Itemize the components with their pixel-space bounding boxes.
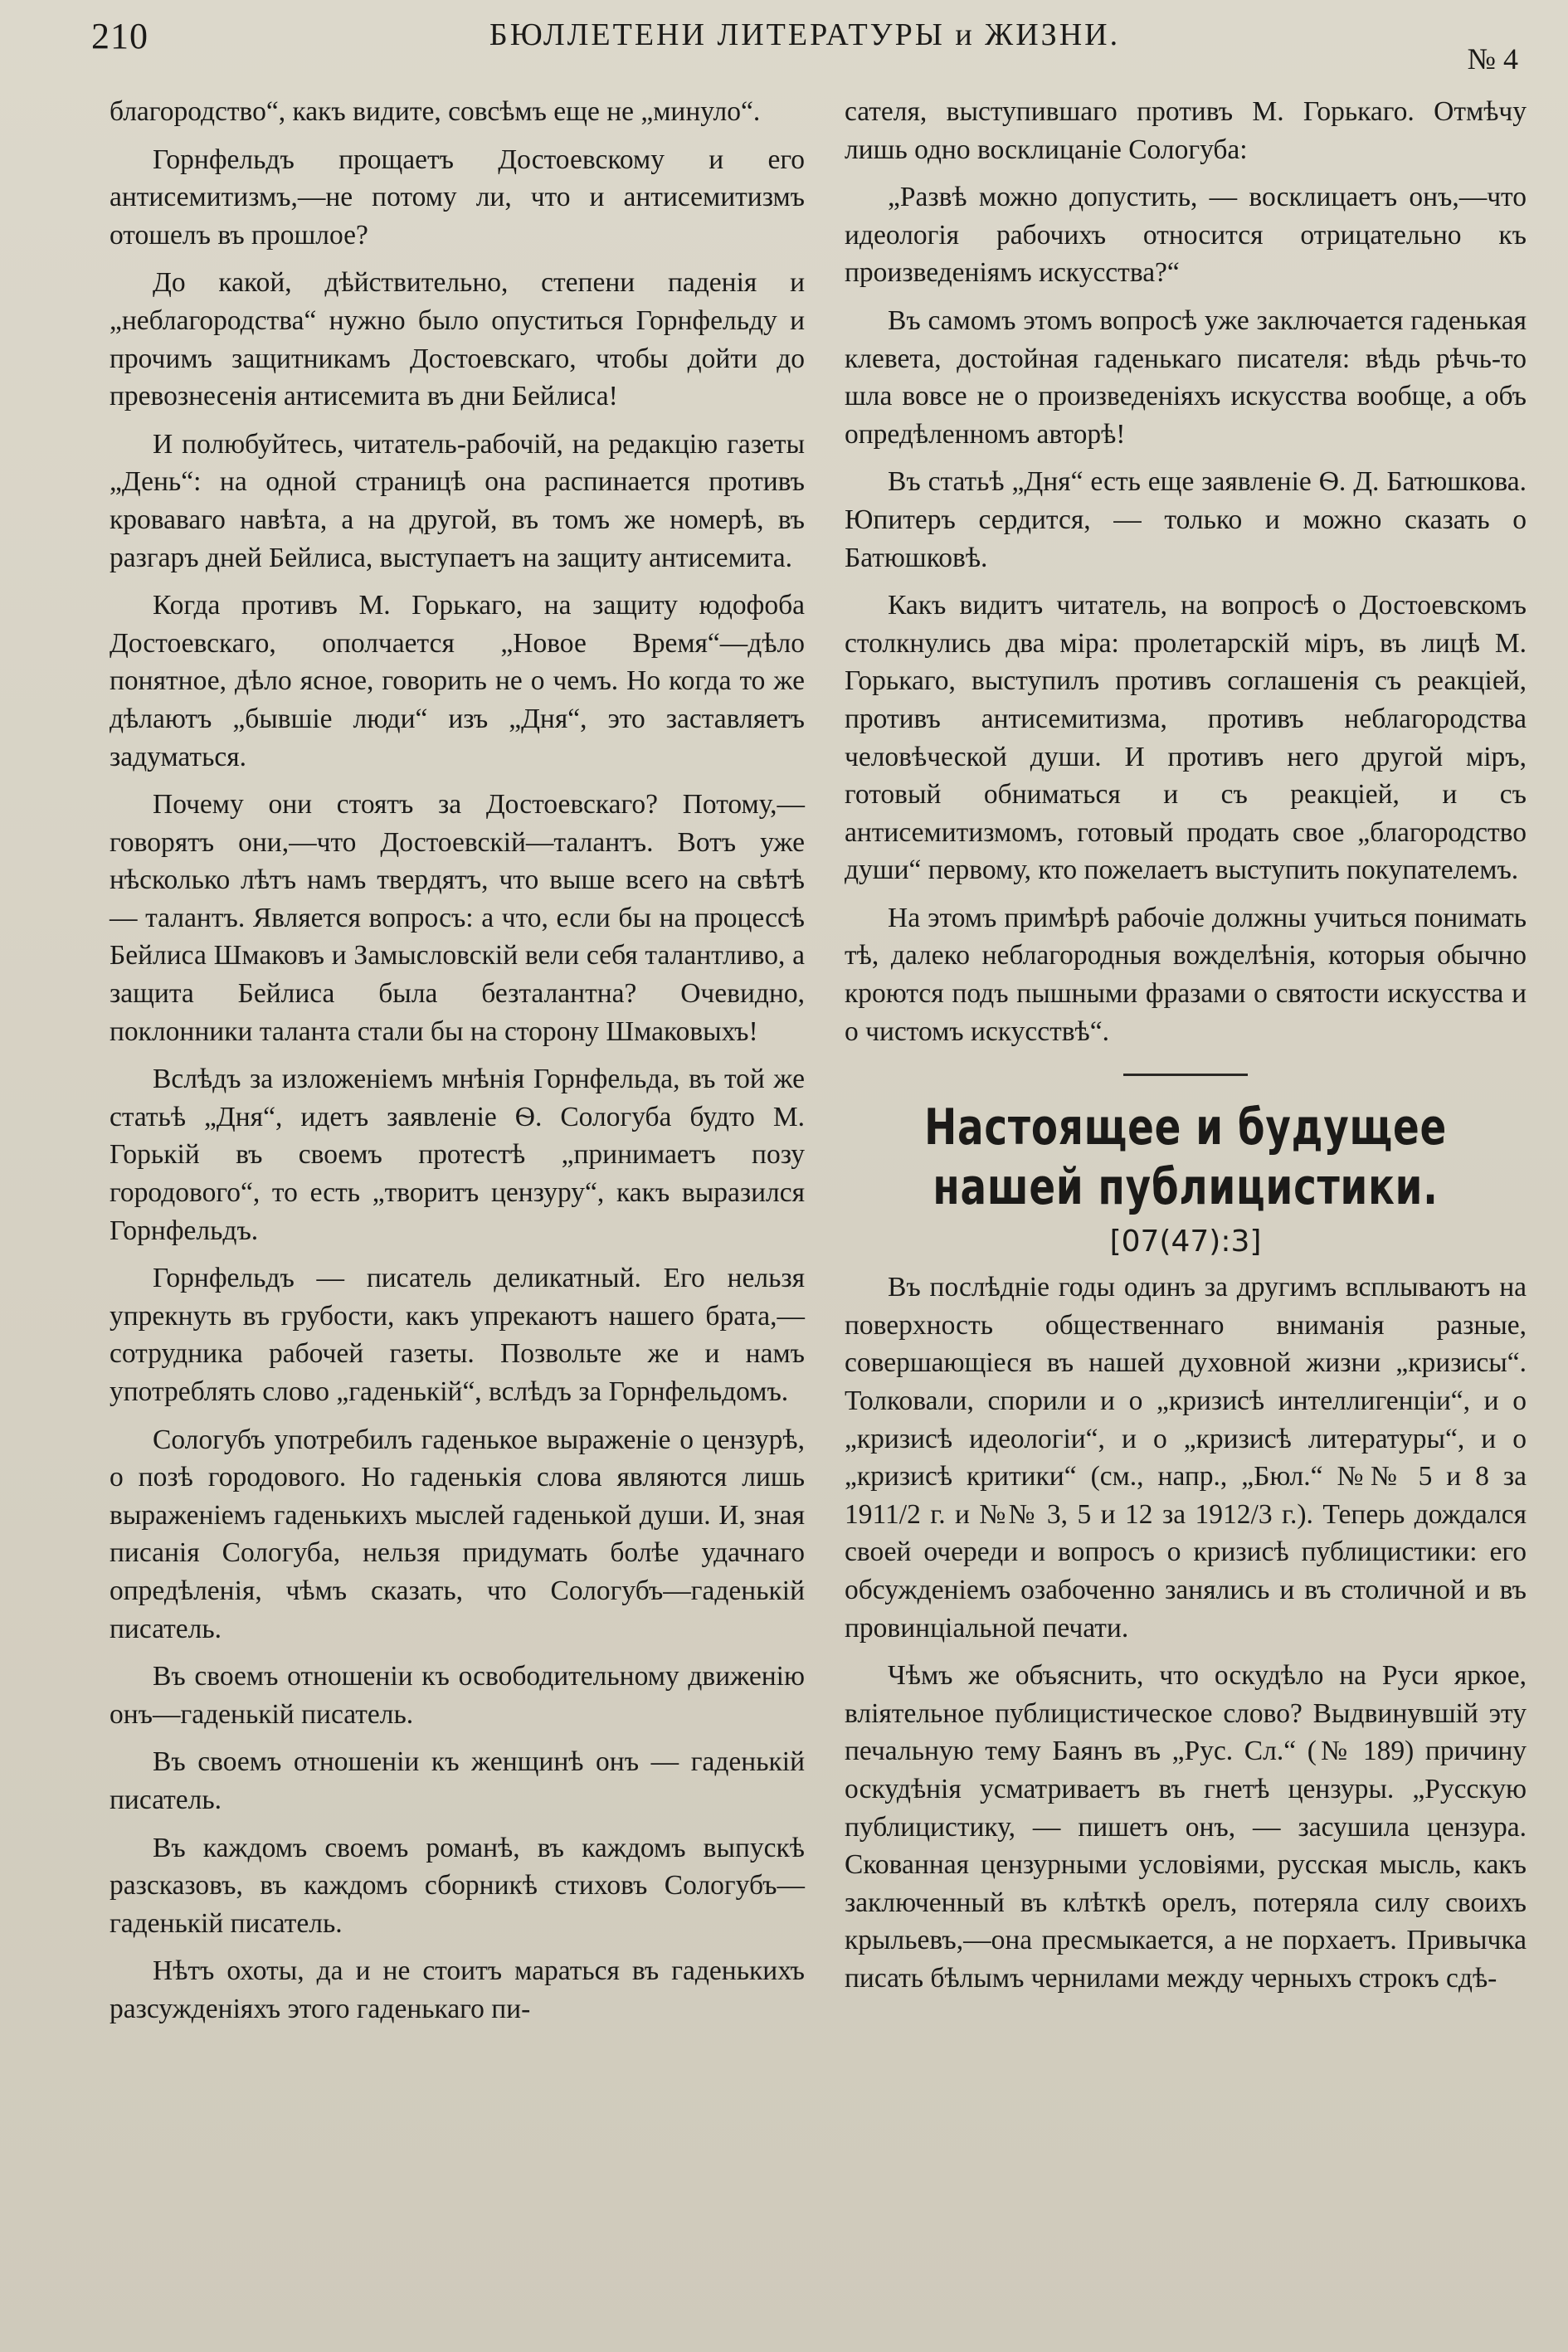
paragraph: Въ своемъ отношеніи къ освободительному движенію онъ—гаденькій писатель. [110, 1661, 805, 1730]
classification-code: [07(47):3] [1109, 1225, 1262, 1259]
page-header [91, 7, 1518, 75]
article-title: Настоящее и будущее нашей публицистики. [924, 1098, 1447, 1217]
section-divider [1123, 1074, 1248, 1076]
paragraph: Вслѣдъ за изложеніемъ мнѣнія Горнфельда, въ той же статьѣ „Дня“, идетъ заявленіе Ѳ. Сологуба будто М. Горькій въ своемъ протестѣ „принимаетъ позу городового“, то есть „творитъ цензуру“, какъ выразился Горнфельдъ. [110, 1064, 805, 1246]
paragraph: „Развѣ можно допустить, — восклицаетъ онъ,—что идеологія рабочихъ относится отрицательно къ произведеніямъ искусства?“ [845, 182, 1527, 289]
paragraph: Нѣтъ охоты, да и не стоитъ мараться въ гаденькихъ разсужденіяхъ этого гаденькаго пи- [110, 1955, 805, 2024]
journal-title: БЮЛЛЕТЕНИ ЛИТЕРАТУРЫ и ЖИЗНИ. [489, 17, 1121, 52]
right-column [845, 93, 1527, 2008]
paragraph: Въ своемъ отношеніи къ женщинѣ онъ — гаденькій писатель. [110, 1746, 805, 1815]
paragraph: На этомъ примѣрѣ рабочіе должны учиться понимать тѣ, далеко неблагородныя вожделѣнія, которыя обычно кроются подъ пышными фразами о святости искусства и о чистомъ искусствѣ“. [845, 902, 1527, 1047]
paragraph: Въ послѣдніе годы одинъ за другимъ всплываютъ на поверхность общественнаго вниманія разные, совершающіеся въ нашей духовной жизни „кризисы“. Толковали, спорили и о „кризисѣ интеллигенціи“, и о „кризисѣ идеологіи“, и о „кризисѣ литературы“, и о „кризисѣ критики“ (см., напр., „Бюл.“ №№ 5 и 8 за 1911/2 г. и №№ 3, 5 и 12 за 1912/3 г.). Теперь дождался своей очереди и вопросъ о кризисѣ публицистики: его обсужденіемъ озабоченно занялись и въ столичной и въ провинціальной печати. [845, 1272, 1527, 1643]
paragraph: Горнфельдъ — писатель деликатный. Его нельзя упрекнуть въ грубости, какъ упрекаютъ нашего брата,—сотрудника рабочей газеты. Позвольте же и намъ употреблять слово „гаденькій“, вслѣдъ за Горнфельдомъ. [110, 1263, 805, 1407]
left-column [110, 93, 805, 2038]
paragraph: Въ каждомъ своемъ романѣ, въ каждомъ выпускѣ разсказовъ, въ каждомъ сборникѣ стиховъ Сологубъ—гаденькій писатель. [110, 1832, 805, 1939]
paragraph: Когда противъ М. Горькаго, на защиту юдофоба Достоевскаго, ополчается „Новое Время“—дѣло понятное, дѣло ясное, говорить не о чемъ. Но когда то же дѣлаютъ „бывшіе люди“ изъ „Дня“, это заставляетъ задуматься. [110, 590, 805, 772]
paragraph: Чѣмъ же объяснить, что оскудѣло на Руси яркое, вліятельное публицистическое слово? Выдвинувшій эту печальную тему Баянъ въ „Рус. Сл.“ (№ 189) причину оскудѣнія усматриваетъ въ гнетѣ цензуры. „Русскую публицистику, — пишетъ онъ, — засушила цензура. Скованная цензурными условіями, русская мысль, какъ заключенный въ клѣткѣ орелъ, потеряла силу своихъ крыльевъ,—она пресмыкается, а не порхаетъ. Привычка писать бѣлымъ чернилами между черныхъ строкъ сдѣ- [845, 1660, 1527, 1994]
paragraph: Какъ видитъ читатель, на вопросѣ о Достоевскомъ столкнулись два міра: пролетарскій міръ, въ лицѣ М. Горькаго, выступилъ противъ соглашенія съ реакціей, противъ антисемитизма, противъ неблагородства человѣческой души. И противъ него другой міръ, готовый обниматься и съ реакціей, и съ антисемитизмомъ, готовый продать свое „благородство души“ первому, кто пожелаетъ выступить покупателемъ. [845, 590, 1527, 886]
paragraph: Въ статьѣ „Дня“ есть еще заявленіе Ѳ. Д. Батюшкова. Юпитеръ сердится, — только и можно сказать о Батюшковѣ. [845, 466, 1527, 573]
issue-number: № 4 [1467, 42, 1518, 75]
paragraph: благородство“, какъ видите, совсѣмъ еще не „минуло“. [110, 96, 761, 127]
paragraph: Сологубъ употребилъ гаденькое выраженіе о цензурѣ, о позѣ городового. Но гаденькія слова являются лишь выраженіемъ гаденькихъ мыслей гаденькой души. И, зная писанія Сологуба, нельзя придумать болѣе удачнаго опредѣленія, чѣмъ сказать, что Сологубъ—гаденькій писатель. [110, 1424, 805, 1644]
page-number: 210 [91, 16, 149, 56]
paragraph: До какой, дѣйствительно, степени паденія и „неблагородства“ нужно было опуститься Горнфельду и прочимъ защитникамъ Достоевскаго, чтобы дойти до превознесенія антисемита въ дни Бейлиса! [110, 267, 805, 412]
paragraph: сателя, выступившаго противъ М. Горькаго. Отмѣчу лишь одно восклицаніе Сологуба: [845, 96, 1527, 165]
paragraph: И полюбуйтесь, читатель-рабочій, на редакцію газеты „День“: на одной страницѣ она распинается противъ кроваваго навѣта, а на другой, въ томъ же номерѣ, въ разгаръ дней Бейлиса, выступаетъ на защиту антисемита. [110, 428, 805, 573]
paragraph: Почему они стоятъ за Достоевскаго? Потому,—говорятъ они,—что Достоевскій—талантъ. Вотъ уже нѣсколько лѣтъ намъ твердятъ, что выше всего на свѣтѣ — талантъ. Является вопросъ: а что, если бы на процессѣ Бейлиса Шмаковъ и Замысловскій вели себя талантливо, а защита Бейлиса была безталантна? Очевидно, поклонники таланта стали бы на сторону Шмаковыхъ! [110, 789, 805, 1047]
paragraph: Горнфельдъ прощаетъ Достоевскому и его антисемитизмъ,—не потому ли, что и антисемитизмъ отошелъ въ прошлое? [110, 144, 805, 251]
paragraph: Въ самомъ этомъ вопросѣ уже заключается гаденькая клевета, достойная гаденькаго писателя: вѣдь рѣчь-то шла вовсе не о произведеніяхъ искусства вообще, а объ опредѣленномъ авторѣ! [845, 304, 1527, 450]
